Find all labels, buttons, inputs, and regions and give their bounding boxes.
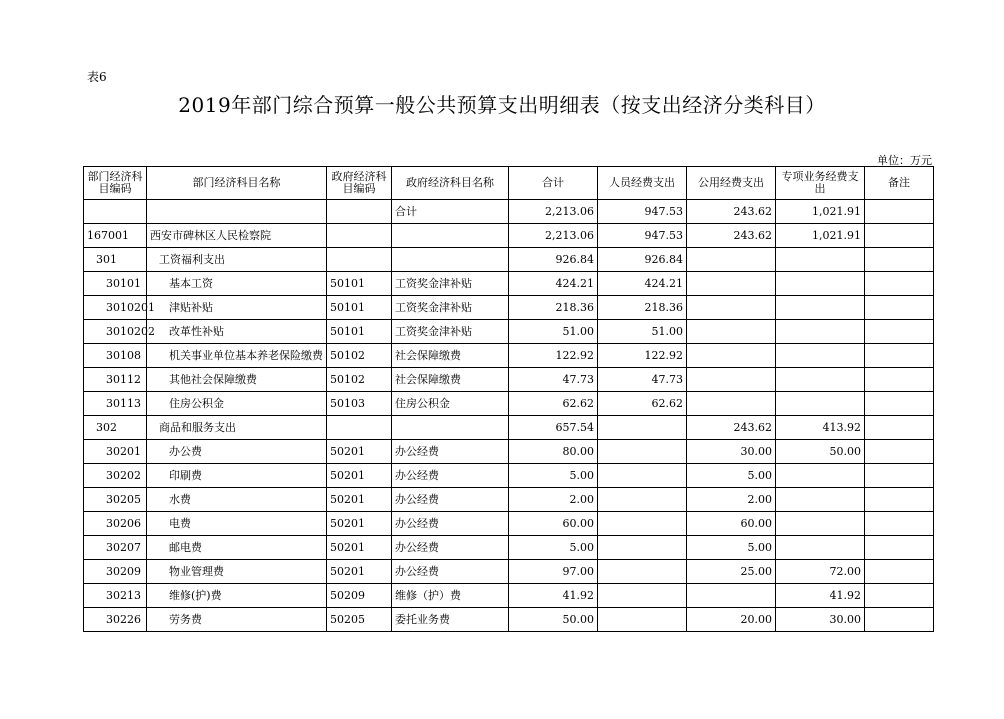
cell-gov-name: 工资奖金津补贴 — [392, 320, 509, 344]
cell-special — [776, 248, 865, 272]
cell-gov-code: 50102 — [327, 344, 392, 368]
header-remarks: 备注 — [865, 167, 934, 200]
cell-gov-name — [392, 416, 509, 440]
cell-gov-name: 工资奖金津补贴 — [392, 296, 509, 320]
cell-dept-code: 3010201 — [84, 296, 147, 320]
cell-remarks — [865, 224, 934, 248]
cell-gov-code — [327, 224, 392, 248]
table-row — [84, 392, 934, 416]
cell-personnel: 122.92 — [598, 344, 687, 368]
cell-personnel — [598, 536, 687, 560]
cell-total: 5.00 — [509, 536, 598, 560]
cell-remarks — [865, 536, 934, 560]
cell-dept-code: 30209 — [84, 560, 147, 584]
header-personnel: 人员经费支出 — [598, 167, 687, 200]
header-special: 专项业务经费支出 — [776, 167, 865, 200]
page-title: 2019年部门综合预算一般公共预算支出明细表（按支出经济分类科目） — [178, 93, 826, 117]
cell-public — [687, 272, 776, 296]
cell-dept-name: 水费 — [147, 488, 327, 512]
cell-total: 47.73 — [509, 368, 598, 392]
cell-personnel — [598, 512, 687, 536]
cell-total: 2,213.06 — [509, 200, 598, 224]
cell-dept-code: 30205 — [84, 488, 147, 512]
cell-gov-name: 办公经费 — [392, 512, 509, 536]
cell-dept-name: 住房公积金 — [147, 392, 327, 416]
table-row — [84, 368, 934, 392]
table-row — [84, 224, 934, 248]
cell-total: 62.62 — [509, 392, 598, 416]
cell-dept-code: 3010202 — [84, 320, 147, 344]
cell-gov-code: 50103 — [327, 392, 392, 416]
cell-dept-name: 邮电费 — [147, 536, 327, 560]
table-row — [84, 200, 934, 224]
cell-total: 926.84 — [509, 248, 598, 272]
cell-dept-name: 其他社会保障缴费 — [147, 368, 327, 392]
header-gov-name: 政府经济科目名称 — [392, 167, 509, 200]
cell-gov-code: 50101 — [327, 320, 392, 344]
cell-dept-name: 维修(护)费 — [147, 584, 327, 608]
cell-personnel: 947.53 — [598, 224, 687, 248]
header-dept-code: 部门经济科目编码 — [84, 167, 147, 200]
cell-dept-name — [147, 200, 327, 224]
cell-public — [687, 320, 776, 344]
cell-dept-name: 物业管理费 — [147, 560, 327, 584]
cell-gov-code: 50205 — [327, 608, 392, 632]
cell-dept-name: 商品和服务支出 — [147, 416, 327, 440]
cell-personnel: 218.36 — [598, 296, 687, 320]
cell-special: 1,021.91 — [776, 224, 865, 248]
cell-dept-code — [84, 200, 147, 224]
cell-personnel — [598, 608, 687, 632]
header-total: 合计 — [509, 167, 598, 200]
header-row — [84, 167, 934, 200]
cell-dept-code: 302 — [84, 416, 147, 440]
cell-remarks — [865, 200, 934, 224]
cell-personnel: 947.53 — [598, 200, 687, 224]
cell-total: 657.54 — [509, 416, 598, 440]
cell-remarks — [865, 392, 934, 416]
cell-public — [687, 584, 776, 608]
cell-public: 2.00 — [687, 488, 776, 512]
cell-personnel — [598, 584, 687, 608]
cell-personnel: 424.21 — [598, 272, 687, 296]
table-row — [84, 488, 934, 512]
cell-total: 5.00 — [509, 464, 598, 488]
cell-gov-name — [392, 248, 509, 272]
cell-gov-code: 50201 — [327, 464, 392, 488]
cell-remarks — [865, 584, 934, 608]
cell-special — [776, 344, 865, 368]
cell-special — [776, 464, 865, 488]
cell-public: 243.62 — [687, 224, 776, 248]
cell-total: 60.00 — [509, 512, 598, 536]
cell-remarks — [865, 368, 934, 392]
cell-special — [776, 536, 865, 560]
table-row — [84, 584, 934, 608]
cell-dept-name: 印刷费 — [147, 464, 327, 488]
cell-gov-name: 工资奖金津补贴 — [392, 272, 509, 296]
cell-dept-code: 301 — [84, 248, 147, 272]
cell-gov-code: 50201 — [327, 440, 392, 464]
cell-total: 80.00 — [509, 440, 598, 464]
cell-special: 50.00 — [776, 440, 865, 464]
cell-gov-code: 50101 — [327, 296, 392, 320]
cell-personnel: 926.84 — [598, 248, 687, 272]
cell-dept-name: 西安市碑林区人民检察院 — [147, 224, 327, 248]
cell-personnel — [598, 488, 687, 512]
cell-gov-code: 50101 — [327, 272, 392, 296]
cell-gov-name: 办公经费 — [392, 536, 509, 560]
cell-public: 20.00 — [687, 608, 776, 632]
cell-dept-name: 基本工资 — [147, 272, 327, 296]
cell-dept-name: 劳务费 — [147, 608, 327, 632]
cell-total: 122.92 — [509, 344, 598, 368]
table-row — [84, 608, 934, 632]
cell-dept-code: 30213 — [84, 584, 147, 608]
cell-dept-code: 30113 — [84, 392, 147, 416]
cell-dept-code: 30112 — [84, 368, 147, 392]
cell-gov-name: 合计 — [392, 200, 509, 224]
cell-gov-code — [327, 248, 392, 272]
cell-total: 41.92 — [509, 584, 598, 608]
cell-special: 30.00 — [776, 608, 865, 632]
cell-dept-name: 电费 — [147, 512, 327, 536]
unit-label: 单位：万元 — [877, 154, 932, 167]
cell-total: 2,213.06 — [509, 224, 598, 248]
cell-public: 243.62 — [687, 200, 776, 224]
cell-total: 50.00 — [509, 608, 598, 632]
cell-public — [687, 344, 776, 368]
cell-personnel — [598, 416, 687, 440]
cell-special — [776, 512, 865, 536]
cell-public: 25.00 — [687, 560, 776, 584]
cell-public — [687, 392, 776, 416]
cell-dept-name: 办公费 — [147, 440, 327, 464]
cell-gov-name: 住房公积金 — [392, 392, 509, 416]
cell-public: 243.62 — [687, 416, 776, 440]
cell-remarks — [865, 488, 934, 512]
cell-remarks — [865, 464, 934, 488]
header-gov-code: 政府经济科目编码 — [327, 167, 392, 200]
cell-special — [776, 320, 865, 344]
cell-gov-code: 50201 — [327, 536, 392, 560]
cell-remarks — [865, 416, 934, 440]
cell-remarks — [865, 344, 934, 368]
table-row — [84, 296, 934, 320]
cell-personnel: 62.62 — [598, 392, 687, 416]
cell-special: 41.92 — [776, 584, 865, 608]
cell-dept-code: 30201 — [84, 440, 147, 464]
cell-dept-name: 改革性补贴 — [147, 320, 327, 344]
cell-dept-code: 30206 — [84, 512, 147, 536]
cell-gov-code: 50209 — [327, 584, 392, 608]
header-public: 公用经费支出 — [687, 167, 776, 200]
cell-special: 72.00 — [776, 560, 865, 584]
cell-dept-name: 津贴补贴 — [147, 296, 327, 320]
cell-dept-code: 30202 — [84, 464, 147, 488]
cell-special — [776, 272, 865, 296]
cell-remarks — [865, 272, 934, 296]
cell-gov-code: 50201 — [327, 512, 392, 536]
cell-gov-code: 50201 — [327, 560, 392, 584]
cell-dept-code: 30101 — [84, 272, 147, 296]
cell-special: 413.92 — [776, 416, 865, 440]
table-row — [84, 512, 934, 536]
header-dept-name: 部门经济科目名称 — [147, 167, 327, 200]
cell-remarks — [865, 320, 934, 344]
cell-gov-code: 50201 — [327, 488, 392, 512]
cell-gov-name: 办公经费 — [392, 464, 509, 488]
table-row — [84, 536, 934, 560]
cell-gov-code — [327, 200, 392, 224]
cell-dept-name: 工资福利支出 — [147, 248, 327, 272]
table-row — [84, 464, 934, 488]
table-row — [84, 440, 934, 464]
cell-gov-name: 维修（护）费 — [392, 584, 509, 608]
cell-remarks — [865, 512, 934, 536]
cell-gov-name: 社会保障缴费 — [392, 368, 509, 392]
cell-gov-name: 办公经费 — [392, 440, 509, 464]
expenditure-table — [83, 166, 934, 632]
cell-total: 424.21 — [509, 272, 598, 296]
cell-personnel — [598, 560, 687, 584]
cell-dept-code: 30207 — [84, 536, 147, 560]
cell-gov-code: 50102 — [327, 368, 392, 392]
cell-public — [687, 368, 776, 392]
cell-total: 218.36 — [509, 296, 598, 320]
cell-remarks — [865, 440, 934, 464]
table-row — [84, 416, 934, 440]
cell-personnel — [598, 440, 687, 464]
cell-special — [776, 488, 865, 512]
cell-personnel: 47.73 — [598, 368, 687, 392]
cell-personnel: 51.00 — [598, 320, 687, 344]
cell-total: 2.00 — [509, 488, 598, 512]
table-number: 表6 — [87, 70, 107, 84]
cell-public — [687, 296, 776, 320]
table-row — [84, 320, 934, 344]
cell-gov-name: 办公经费 — [392, 560, 509, 584]
cell-gov-code — [327, 416, 392, 440]
cell-personnel — [598, 464, 687, 488]
table-row — [84, 272, 934, 296]
cell-special — [776, 368, 865, 392]
cell-public: 60.00 — [687, 512, 776, 536]
cell-gov-name — [392, 224, 509, 248]
cell-dept-name: 机关事业单位基本养老保险缴费 — [147, 344, 327, 368]
cell-special — [776, 296, 865, 320]
table-row — [84, 248, 934, 272]
cell-special — [776, 392, 865, 416]
cell-gov-name: 办公经费 — [392, 488, 509, 512]
cell-dept-code: 167001 — [84, 224, 147, 248]
cell-remarks — [865, 248, 934, 272]
cell-public: 5.00 — [687, 536, 776, 560]
table-row — [84, 560, 934, 584]
cell-gov-name: 社会保障缴费 — [392, 344, 509, 368]
cell-remarks — [865, 608, 934, 632]
cell-special: 1,021.91 — [776, 200, 865, 224]
cell-total: 97.00 — [509, 560, 598, 584]
cell-remarks — [865, 296, 934, 320]
cell-public: 5.00 — [687, 464, 776, 488]
cell-dept-code: 30226 — [84, 608, 147, 632]
table-row — [84, 344, 934, 368]
cell-total: 51.00 — [509, 320, 598, 344]
cell-gov-name: 委托业务费 — [392, 608, 509, 632]
cell-remarks — [865, 560, 934, 584]
cell-public: 30.00 — [687, 440, 776, 464]
cell-public — [687, 248, 776, 272]
cell-dept-code: 30108 — [84, 344, 147, 368]
